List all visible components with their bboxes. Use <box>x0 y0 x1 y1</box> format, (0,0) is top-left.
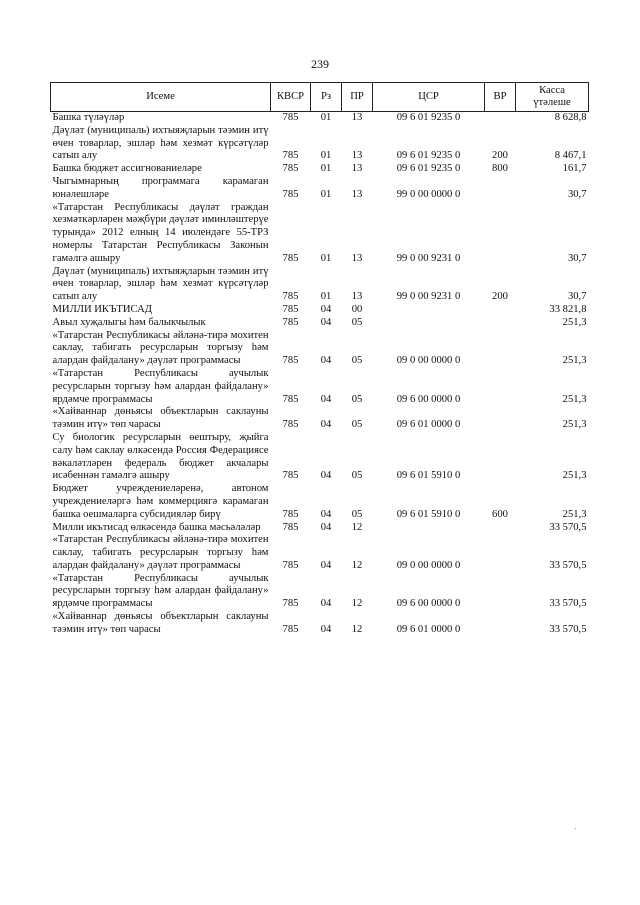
cell-kvsr: 785 <box>282 598 299 610</box>
cell-csr: 09 6 00 0000 0 <box>396 393 461 405</box>
cell-csr: 09 6 01 5910 0 <box>396 470 461 482</box>
cell-vr: 600 <box>492 508 508 520</box>
cell-name: «Татарстан Республикасы әйләнә-тирә мохитен саклау, табигать ресурсларын торгызу һәм алардан файдалану» дәүләт программасы <box>52 329 269 367</box>
cell-csr: 09 0 00 0000 0 <box>396 355 461 367</box>
header-kvsr: КВСР <box>271 83 311 112</box>
cell-rz: 04 <box>320 521 332 533</box>
cell-name: МИЛЛИ ИКЪТИСАД <box>52 303 152 315</box>
cell-kvsr: 785 <box>282 355 299 367</box>
cell-kvsr: 785 <box>282 188 299 200</box>
cell-csr: 09 6 01 0000 0 <box>396 623 461 635</box>
cell-amount: 161,7 <box>562 163 587 175</box>
header-pr: ПР <box>342 83 373 112</box>
cell-vr <box>485 432 516 483</box>
cell-vr <box>485 202 516 266</box>
header-amount-line1: Касса <box>539 85 565 96</box>
cell-name: Дәүләт (муниципаль) ихтыяҗларын тәэмин итү өчен товарлар, эшләр һәм хезмәт күрсәтүләр сатып алу <box>52 124 269 162</box>
cell-csr: 99 0 00 9231 0 <box>396 252 461 264</box>
cell-pr: 13 <box>351 150 363 162</box>
cell-rz: 04 <box>320 508 332 520</box>
cell-csr: 99 0 00 9231 0 <box>396 291 461 303</box>
table-row <box>51 125 589 163</box>
cell-rz: 04 <box>320 303 332 315</box>
table-row <box>51 304 589 317</box>
cell-vr <box>485 611 516 637</box>
cell-pr: 12 <box>351 521 363 533</box>
cell-pr: 13 <box>351 291 363 303</box>
cell-kvsr: 785 <box>282 508 299 520</box>
cell-name: «Татарстан Республикасы дәүләт граждан хезмәткәрләрен мәҗбүри дәүләт иминләштерүе турында» 2012 елның 14 июлендәге 55-ТРЗ номерлы Татарстан Республикасы Законын гамәлгә ашыру <box>52 201 269 264</box>
cell-vr <box>485 176 516 202</box>
cell-rz: 04 <box>320 419 332 431</box>
cell-kvsr: 785 <box>282 303 299 315</box>
cell-csr: 09 6 01 9235 0 <box>396 112 461 123</box>
cell-kvsr: 785 <box>282 559 299 571</box>
cell-kvsr: 785 <box>282 252 299 264</box>
cell-pr: 00 <box>351 303 363 315</box>
cell-vr <box>485 317 516 330</box>
cell-name: Милли икътисад өлкәсендә башка мәсьәләләр <box>52 521 261 533</box>
cell-vr <box>485 304 516 317</box>
table-row <box>51 317 589 330</box>
cell-rz: 01 <box>320 163 332 175</box>
page-number: 239 <box>311 57 329 71</box>
cell-csr <box>373 317 485 330</box>
cell-pr: 12 <box>351 623 363 635</box>
cell-name: Бюджет учреждениеләренә, автоном учреждениеләргә һәм коммерциягә карамаган башка оешмаларга субсидияләр бирү <box>52 483 269 520</box>
table-row <box>51 330 589 368</box>
cell-amount: 251,3 <box>562 316 587 328</box>
cell-pr: 13 <box>351 112 363 123</box>
cell-rz: 04 <box>320 355 332 367</box>
header-amount <box>516 83 589 112</box>
header-vr: ВР <box>485 83 516 112</box>
cell-amount: 8 628,8 <box>554 112 587 123</box>
cell-pr: 12 <box>351 559 363 571</box>
cell-name: «Татарстан Республикасы аучылык ресурсларын торгызу һәм алардан файдалану» ярдәмче программасы <box>52 367 269 405</box>
cell-name: «Татарстан Республикасы аучылык ресурсларын торгызу һәм алардан файдалану» ярдәмче программасы <box>52 572 269 610</box>
cell-amount: 251,3 <box>562 355 587 367</box>
cell-amount: 251,3 <box>562 470 587 482</box>
cell-amount: 33 570,5 <box>549 623 587 635</box>
table-row <box>51 266 589 304</box>
cell-rz: 04 <box>320 470 332 482</box>
cell-pr: 05 <box>351 508 363 520</box>
cell-amount: 251,3 <box>562 419 587 431</box>
cell-vr <box>485 522 516 535</box>
table-row <box>51 368 589 406</box>
cell-rz: 01 <box>320 291 332 303</box>
cell-name: «Татарстан Республикасы әйләнә-тирә мохитен саклау, табигать ресурсларын торгызу һәм алардан файдалану» дәүләт программасы <box>52 534 269 571</box>
cell-vr <box>485 573 516 611</box>
cell-kvsr: 785 <box>282 419 299 431</box>
cell-rz: 01 <box>320 150 332 162</box>
cell-vr <box>485 330 516 368</box>
table-header <box>51 83 589 112</box>
cell-kvsr: 785 <box>282 521 299 533</box>
cell-csr: 09 6 01 5910 0 <box>396 508 461 520</box>
cell-name: Дәүләт (муниципаль) ихтыяҗларын тәэмин итү өчен товарлар, эшләр һәм хезмәт күрсәтүләр сатып алу <box>52 265 269 303</box>
table-row <box>51 432 589 483</box>
cell-vr: 800 <box>492 163 508 175</box>
scan-dot <box>575 828 576 829</box>
cell-kvsr: 785 <box>282 291 299 303</box>
cell-kvsr: 785 <box>282 150 299 162</box>
cell-kvsr: 785 <box>282 623 299 635</box>
cell-pr: 05 <box>351 316 363 328</box>
cell-pr: 13 <box>351 163 363 175</box>
cell-pr: 12 <box>351 598 363 610</box>
cell-pr: 13 <box>351 188 363 200</box>
budget-table <box>50 82 589 637</box>
cell-amount: 30,7 <box>567 291 587 303</box>
table-row <box>51 483 589 521</box>
cell-csr <box>373 304 485 317</box>
cell-rz: 04 <box>320 559 332 571</box>
table-row <box>51 202 589 266</box>
cell-rz: 04 <box>320 316 332 328</box>
cell-csr: 09 6 00 0000 0 <box>396 598 461 610</box>
cell-pr: 05 <box>351 419 363 431</box>
cell-amount: 30,7 <box>567 188 587 200</box>
cell-rz: 04 <box>320 393 332 405</box>
cell-amount: 33 570,5 <box>549 598 587 610</box>
table-row <box>51 176 589 202</box>
header-rz: Рз <box>311 83 342 112</box>
cell-csr: 09 6 01 9235 0 <box>396 163 461 175</box>
cell-kvsr: 785 <box>282 112 299 123</box>
cell-name: «Хайваннар дөньясы объектларын саклауны тәэмин итү» төп чарасы <box>52 611 269 635</box>
cell-amount: 33 570,5 <box>549 559 587 571</box>
table-row <box>51 406 589 432</box>
cell-vr <box>485 368 516 406</box>
cell-pr: 13 <box>351 252 363 264</box>
header-csr: ЦСР <box>373 83 485 112</box>
cell-amount: 8 467,1 <box>554 150 587 162</box>
cell-pr: 05 <box>351 355 363 367</box>
cell-amount: 33 570,5 <box>549 521 587 533</box>
cell-kvsr: 785 <box>282 393 299 405</box>
cell-vr <box>485 112 516 125</box>
cell-name: Башка бюджет ассигнованиеләре <box>52 163 202 175</box>
cell-amount: 33 821,8 <box>549 303 587 315</box>
table-row <box>51 611 589 637</box>
cell-name: «Хайваннар дөньясы объектларын саклауны тәэмин итү» төп чарасы <box>52 406 269 431</box>
cell-kvsr: 785 <box>282 163 299 175</box>
cell-rz: 01 <box>320 112 332 123</box>
header-name: Исеме <box>51 83 271 112</box>
cell-vr <box>485 534 516 572</box>
cell-amount: 30,7 <box>567 252 587 264</box>
cell-name: Чыгымнарның программага карамаган юнәлешләре <box>52 175 269 200</box>
cell-csr: 09 6 01 0000 0 <box>396 419 461 431</box>
cell-pr: 05 <box>351 393 363 405</box>
cell-csr: 09 0 00 0000 0 <box>396 559 461 571</box>
cell-csr: 09 6 01 9235 0 <box>396 150 461 162</box>
table-row <box>51 112 589 125</box>
cell-rz: 04 <box>320 598 332 610</box>
cell-rz: 01 <box>320 188 332 200</box>
cell-amount: 251,3 <box>562 508 587 520</box>
cell-vr <box>485 406 516 432</box>
cell-name: Су биологик ресурсларын өештыру, җыйга салу һәм саклау өлкәсендә Россия Федерациясе вәкаләтләрен федераль бюджет акчалары исәбеннән гамәлгә ашыру <box>52 431 269 482</box>
table-row <box>51 573 589 611</box>
cell-kvsr: 785 <box>282 316 299 328</box>
cell-vr: 200 <box>492 150 508 162</box>
cell-csr: 99 0 00 0000 0 <box>396 188 461 200</box>
header-amount-line2: үтәлеше <box>533 97 571 108</box>
cell-csr <box>373 522 485 535</box>
cell-rz: 04 <box>320 623 332 635</box>
cell-name: Авыл хуҗалыгы һәм балыкчылык <box>52 316 206 328</box>
cell-rz: 01 <box>320 252 332 264</box>
cell-pr: 05 <box>351 470 363 482</box>
table-body <box>51 112 589 637</box>
cell-kvsr: 785 <box>282 470 299 482</box>
cell-amount: 251,3 <box>562 393 587 405</box>
table-row <box>51 163 589 176</box>
table-row <box>51 534 589 572</box>
table-row <box>51 522 589 535</box>
cell-vr: 200 <box>492 291 508 303</box>
cell-name: Башка түләүләр <box>52 112 125 123</box>
